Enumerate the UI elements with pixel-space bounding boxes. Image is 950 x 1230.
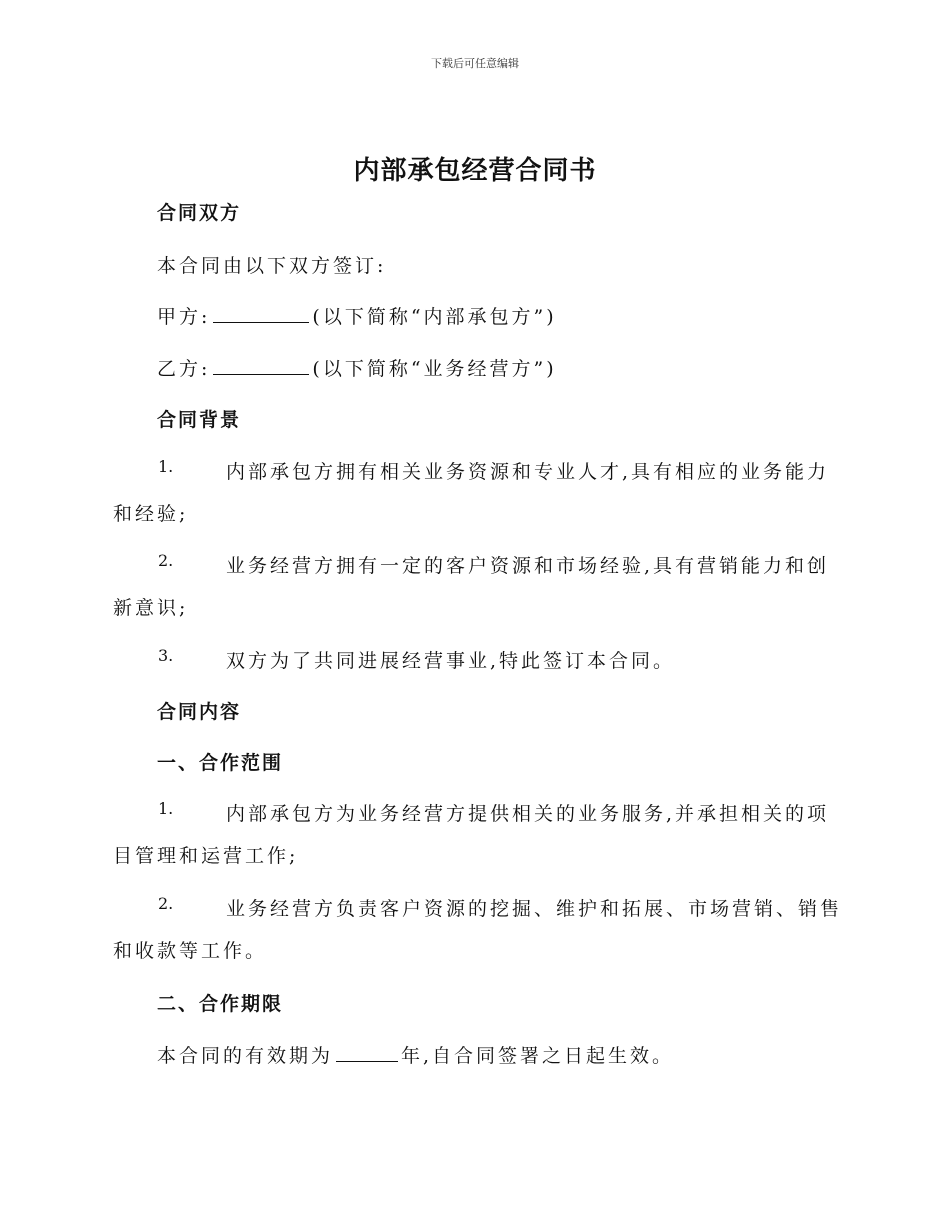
item-number: 1.	[158, 457, 174, 476]
party-b-line	[157, 354, 557, 381]
term-text-before: 本合同的有效期为	[157, 1045, 334, 1067]
background-item-3	[113, 646, 833, 676]
document-title: 内部承包经营合同书	[353, 156, 597, 186]
party-b-label: 乙方:	[157, 358, 211, 380]
item-text: 业务经营方负责客户资源的挖掘、维护和拓展、市场营销、销售	[226, 898, 843, 920]
item-number: 3.	[158, 646, 174, 665]
section2-heading: 二、合作期限	[157, 993, 284, 1015]
background-item-1	[113, 457, 833, 526]
scope-item-1	[113, 799, 833, 868]
item-number: 2.	[158, 894, 174, 913]
item-text-continued: 新意识;	[113, 597, 189, 619]
header-note: 下载后可任意编辑	[431, 57, 519, 70]
item-number: 1.	[158, 799, 174, 818]
party-a-blank[interactable]	[213, 306, 309, 323]
parties-heading: 合同双方	[157, 202, 242, 224]
parties-intro: 本合同由以下双方签订:	[157, 255, 387, 277]
party-a-suffix: (以下简称“内部承包方”)	[312, 306, 557, 328]
item-text-continued: 和经验;	[113, 503, 189, 525]
content-heading: 合同内容	[157, 701, 242, 723]
item-text-continued: 和收款等工作。	[113, 940, 268, 962]
item-text: 内部承包方拥有相关业务资源和专业人才,具有相应的业务能力	[226, 461, 830, 483]
term-text-after: 年,自合同签署之日起生效。	[401, 1045, 675, 1067]
item-text: 内部承包方为业务经营方提供相关的业务服务,并承担相关的项	[226, 803, 830, 825]
party-b-suffix: (以下简称“业务经营方”)	[312, 358, 557, 380]
item-number: 2.	[158, 551, 174, 570]
background-heading: 合同背景	[157, 409, 242, 431]
term-years-blank[interactable]	[336, 1045, 398, 1062]
party-a-line	[157, 302, 557, 329]
section1-heading: 一、合作范围	[157, 752, 284, 774]
item-text: 双方为了共同进展经营事业,特此签订本合同。	[226, 650, 676, 672]
party-a-label: 甲方:	[157, 306, 211, 328]
scope-item-2	[113, 894, 843, 963]
background-item-2	[113, 551, 833, 620]
item-text-continued: 目管理和运营工作;	[113, 845, 299, 867]
term-line	[157, 1041, 674, 1068]
party-b-blank[interactable]	[213, 358, 309, 375]
item-text: 业务经营方拥有一定的客户资源和市场经验,具有营销能力和创	[226, 555, 830, 577]
